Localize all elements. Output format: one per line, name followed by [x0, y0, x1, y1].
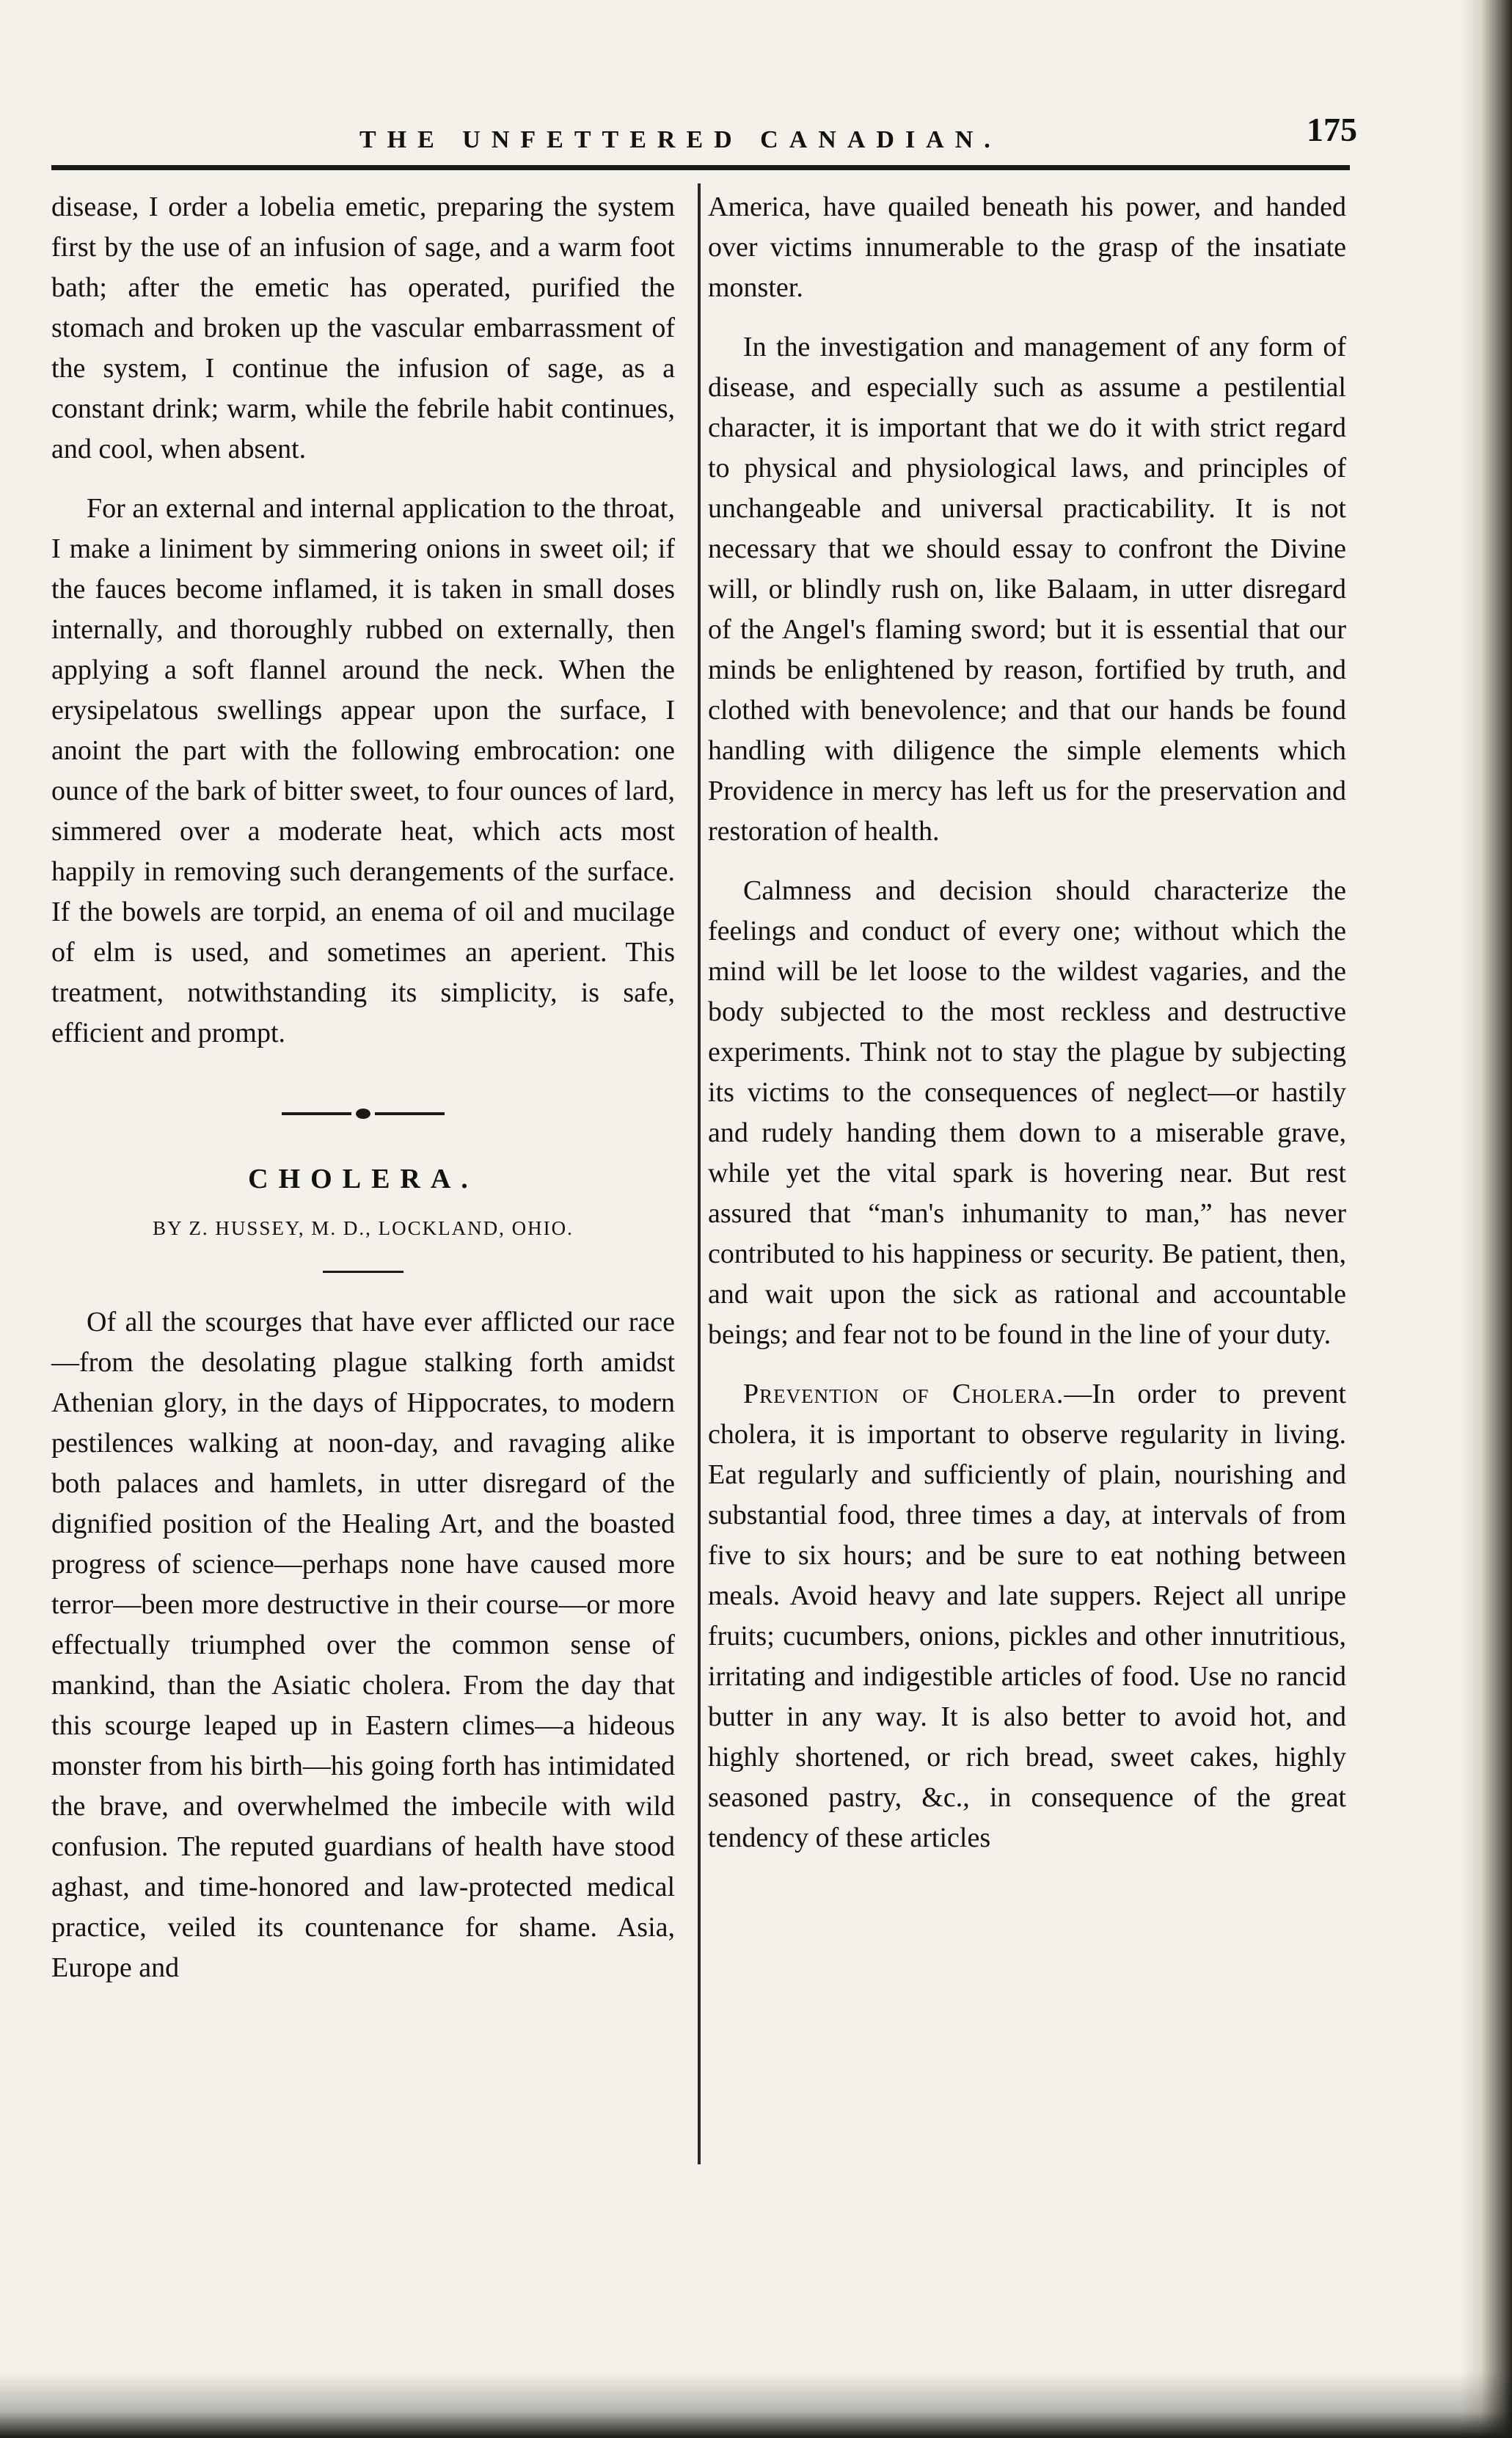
right-paragraph-3: Calmness and decision should characterize the feelings and conduct of every one; without which the mind will be let loose to the wildest vagaries, and the body subjected to the most reckless and destructive experiments. Think not to stay the plague by subjecting its victims to the consequences of neglect—or hastily and rudely handing them down to a miserable grave, while yet the vital spark is hovering near. But rest assured that “man's inhumanity to man,” has never contributed to his happiness or security. Be patient, then, and wait upon the sick as rational and accountable beings; and fear not to be found in the line of your duty.	[708, 875, 1346, 1350]
byline-rule	[323, 1271, 403, 1273]
running-title: THE UNFETTERED CANADIAN.	[359, 126, 1001, 153]
header-rule	[51, 165, 1350, 170]
left-paragraph-1: disease, I order a lobelia emetic, preparing the system first by the use of an infusion of sage, and a warm foot bath; after the emetic has operated, purified the stomach and broken up the vascular embarrassment of the system, I continue the infusion of sage, as a constant drink; warm, while the febrile habit continues, and cool, when absent.	[51, 191, 675, 464]
right-paragraph-4	[708, 1374, 1346, 1858]
page-number: 175	[1307, 111, 1357, 148]
left-paragraph-2: For an external and internal application to the throat, I make a liniment by simmering onions in sweet oil; if the fauces become inflamed, it is taken in small doses internally, and thoroughly rubbed on externally, then applying a soft flannel around the neck. When the erysipelatous swellings appear upon the surface, I anoint the part with the following embrocation: one ounce of the bark of bitter sweet, to four ounces of lard, simmered over a moderate heat, which acts most happily in removing such derangements of the surface. If the bowels are torpid, an enema of oil and mucilage of elm is used, and sometimes an aperient. This treatment, notwithstanding its simplicity, is safe, efficient and prompt.	[51, 493, 675, 1048]
page-edge-shadow	[1461, 0, 1512, 2438]
column-divider	[698, 183, 701, 2164]
section-ornament	[51, 1105, 675, 1123]
page-header	[51, 110, 1357, 169]
section-lead: Prevention of Cholera.	[743, 1379, 1064, 1409]
article-byline: BY Z. HUSSEY, M. D., LOCKLAND, OHIO.	[153, 1217, 574, 1239]
right-column	[708, 187, 1346, 1877]
right-paragraph-4-text: —In order to prevent cholera, it is important to observe regularity in living. Eat regularly and sufficiently of plain, nourishing and substantial food, three times a day, at intervals of from five to six hours; and be sure to eat nothing between meals. Avoid heavy and late suppers. Reject all unripe fruits; cucumbers, onions, pickles and other innutritious, irritating and indigestible articles of food. Use no rancid butter in any way. It is also better to avoid hot, and highly shortened, or rich bread, sweet cakes, highly seasoned pastry, &c., in consequence of the great tendency of these articles	[708, 1379, 1346, 1853]
right-paragraph-2: In the investigation and management of any form of disease, and especially such as assume a pestilential character, it is important that we do it with strict regard to physical and physiological laws, and principles of unchangeable and universal practicability. It is not necessary that we should essay to confront the Divine will, or blindly rush on, like Balaam, in utter disregard of the Angel's flaming sword; but it is essential that our minds be enlightened by reason, fortified by truth, and clothed with benevolence; and that our hands be found handling with diligence the simple elements which Providence in mercy has left us for the preservation and restoration of health.	[708, 332, 1346, 847]
right-paragraph-1: America, have quailed beneath his power, and handed over victims innumerable to the grasp of the insatiate monster.	[708, 191, 1346, 303]
article-title: CHOLERA.	[248, 1164, 478, 1194]
left-paragraph-3: Of all the scourges that have ever afflicted our race—from the desolating plague stalking forth amidst Athenian glory, in the days of Hippocrates, to modern pestilences walking at noon-day, and ravaging alike both palaces and hamlets, in utter disregard of the dignified position of the Healing Art, and the boasted progress of science—perhaps none have caused more terror—been more destructive in their course—or more effectually triumphed over the common sense of mankind, than the Asiatic cholera. From the day that this scourge leaped up in Eastern climes—a hideous monster from his birth—his going forth has intimidated the brave, and overwhelmed the imbecile with wild confusion. The reputed guardians of health have stood aghast, and time-honored and law-protected medical practice, veiled its countenance for shame. Asia, Europe and	[51, 1307, 675, 1983]
left-column	[51, 187, 675, 2007]
page-bottom-shadow	[0, 2372, 1512, 2438]
